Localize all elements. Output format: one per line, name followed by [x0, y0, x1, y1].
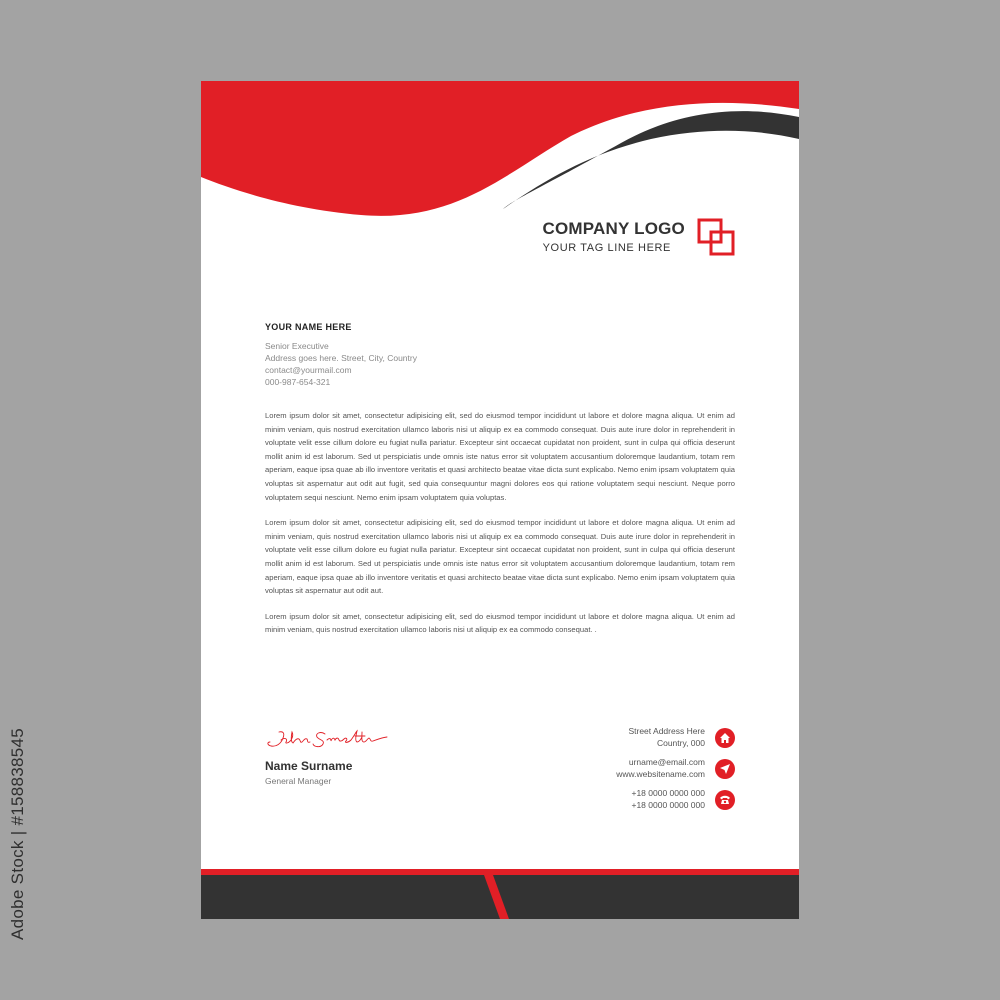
signature-block: [265, 728, 395, 786]
phone-icon: [715, 790, 735, 810]
body-paragraph-2: Lorem ipsum dolor sit amet, consectetur adipisicing elit, sed do eiusmod tempor incididunt ut labore et dolore magna aliqua. Ut enim ad minim veniam, quis nostrud exercitation ullamco laboris nisi ut aliquip ex ea commodo consequat. Duis aute irure dolor in reprehenderit in voluptate velit esse cillum dolore eu fugiat nulla pariatur. Excepteur sint occaecat cupidatat non proident, sunt in culpa qui officia deserunt mollit anim id est laborum. Sed ut perspiciatis unde omnis iste natus error sit voluptatem accusantium doloremque laudantium, totam rem aperiam, eaque ipsa quae ab illo inventore veritatis et quasi architecto beatae vitae dicta sunt explicabo. Nemo enim ipsam voluptatem quia voluptas sit aspernatur aut odit aut.: [265, 518, 735, 596]
contact-website: www.websitename.com: [616, 768, 705, 779]
sender-address: Address goes here. Street, City, Country: [265, 353, 417, 363]
company-name: COMPANY LOGO: [542, 219, 685, 238]
company-tagline: YOUR TAG LINE HERE: [542, 242, 671, 254]
contact-web-row: [616, 757, 735, 780]
stock-id-label: Adobe Stock | #158838545: [8, 727, 27, 940]
contact-address-line-2: Country, 000: [656, 737, 705, 748]
signer-title: General Manager: [265, 776, 332, 786]
header-wave: [201, 81, 799, 221]
sender-name: YOUR NAME HERE: [265, 322, 352, 332]
contact-address-row: [616, 726, 735, 749]
sender-block: [265, 322, 417, 388]
contact-email: urname@email.com: [628, 757, 705, 767]
handwritten-signature: [265, 728, 395, 750]
footer-band: [201, 869, 799, 919]
signer-name: Name Surname: [265, 759, 353, 773]
contact-phone-1: +18 0000 0000 000: [631, 788, 705, 798]
sender-position: Senior Executive: [265, 341, 329, 351]
letterhead-page: [201, 81, 799, 919]
company-logo-block: [542, 218, 735, 256]
letter-body: [265, 409, 735, 649]
contact-phone-2: +18 0000 0000 000: [631, 799, 705, 810]
contact-phone-row: [616, 788, 735, 811]
body-paragraph-3: Lorem ipsum dolor sit amet, consectetur adipisicing elit, sed do eiusmod tempor incididunt ut labore et dolore magna aliqua. Ut enim ad minim veniam, quis nostrud exercitation ullamco laboris nisi ut aliquip ex ea commodo consequat. .: [265, 611, 735, 635]
body-paragraph-1: Lorem ipsum dolor sit amet, consectetur adipisicing elit, sed do eiusmod tempor incididunt ut labore et dolore magna aliqua. Ut enim ad minim veniam, quis nostrud exercitation ullamco laboris nisi ut aliquip ex ea commodo consequat. Duis aute irure dolor in reprehenderit in voluptate velit esse cillum dolore eu fugiat nulla pariatur. Excepteur sint occaecat cupidatat non proident, sunt in culpa qui officia deserunt mollit anim id est laborum. Sed ut perspiciatis unde omnis iste natus error sit voluptatem accusantium doloremque laudantium, totam rem aperiam, eaque ipsa quae ab illo inventore veritatis et quasi architecto beatae vitae dicta sunt explicabo. Nemo enim ipsam voluptatem quia voluptas sit aspernatur aut odit aut fugit, sed quia consequuntur magni dolores eos qui ratione voluptatem sequi nesciunt. Neque porro voluptatem sequi nesciunt. Nemo enim ipsam voluptatem quia voluptas.: [265, 411, 735, 502]
logo-squares-icon: [697, 218, 735, 256]
sender-email: contact@yourmail.com: [265, 365, 352, 375]
contact-address-line-1: Street Address Here: [628, 726, 705, 736]
sender-phone: 000-987-654-321: [265, 377, 331, 387]
send-icon: [715, 759, 735, 779]
contact-block: [616, 726, 735, 819]
home-icon: [715, 728, 735, 748]
